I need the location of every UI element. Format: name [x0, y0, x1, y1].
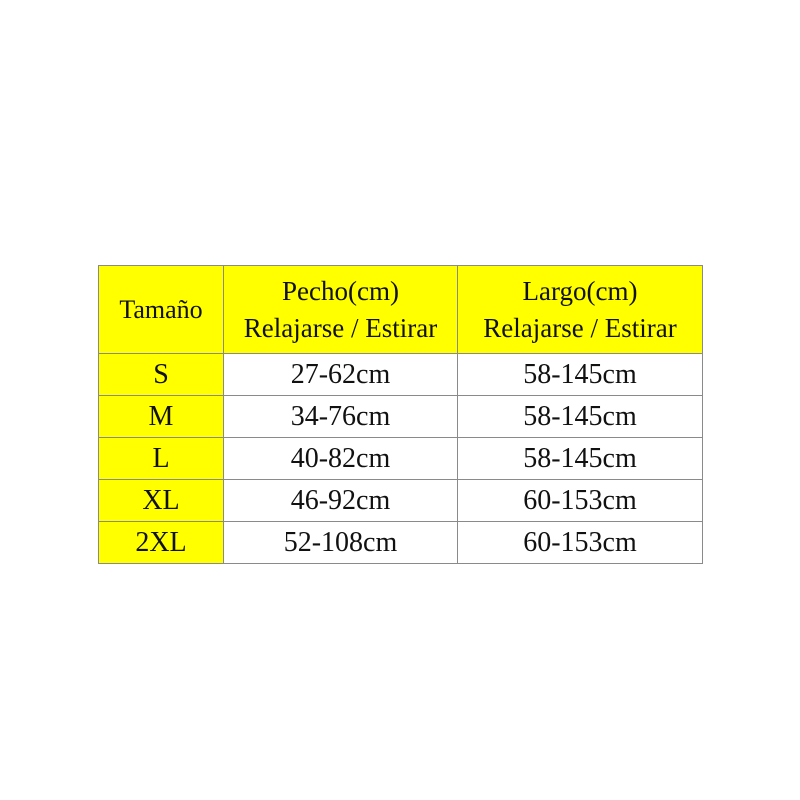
header-chest-title: Pecho(cm) — [282, 275, 399, 306]
length-cell: 58-145cm — [458, 354, 703, 396]
header-length-title: Largo(cm) — [522, 275, 638, 306]
chest-cell: 34-76cm — [224, 396, 458, 438]
header-length-subtitle: Relajarse / Estirar — [483, 312, 677, 343]
table-row — [99, 480, 703, 522]
chest-cell: 52-108cm — [224, 522, 458, 564]
header-chest-cell — [224, 266, 458, 354]
size-cell: M — [99, 396, 224, 438]
header-chest-subtitle: Relajarse / Estirar — [243, 312, 438, 343]
size-cell: L — [99, 438, 224, 480]
header-size-label: Tamaño — [119, 294, 203, 324]
table-row — [99, 396, 703, 438]
chest-cell: 27-62cm — [224, 354, 458, 396]
size-cell: 2XL — [99, 522, 224, 564]
size-cell: S — [99, 354, 224, 396]
chest-cell: 46-92cm — [224, 480, 458, 522]
length-cell: 60-153cm — [458, 522, 703, 564]
chest-cell: 40-82cm — [224, 438, 458, 480]
table-header-row — [99, 266, 703, 354]
length-cell: 60-153cm — [458, 480, 703, 522]
header-length-cell — [458, 266, 703, 354]
size-chart-table — [98, 265, 703, 564]
table-row — [99, 438, 703, 480]
length-cell: 58-145cm — [458, 396, 703, 438]
table-row — [99, 354, 703, 396]
table-row — [99, 522, 703, 564]
length-cell: 58-145cm — [458, 438, 703, 480]
size-cell: XL — [99, 480, 224, 522]
header-size-cell — [99, 266, 224, 354]
